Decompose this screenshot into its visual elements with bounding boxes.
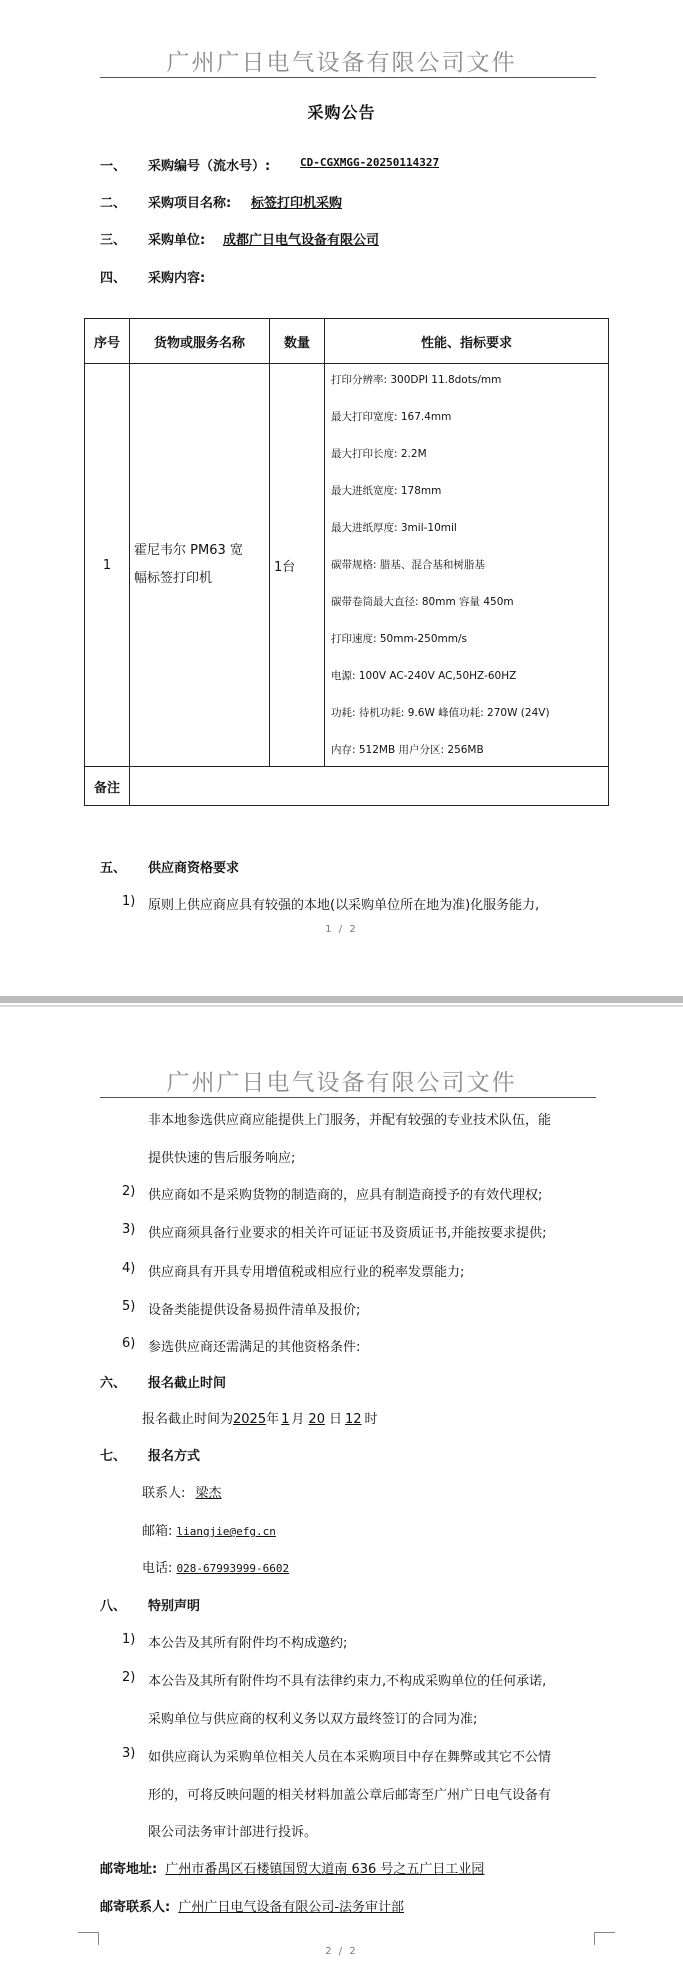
row-name-line: 霍尼韦尔 PM63 宽 [134,543,243,558]
list-number: 2) [122,1184,136,1199]
section-title: 报名截止时间 [148,1376,227,1391]
list-text: 设备类能提供设备易损件清单及报价; [148,1303,361,1318]
spec-line: 最大打印宽度: 167.4mm [331,411,452,423]
mail-contact-line [100,1896,404,1915]
letterhead: 广州广日电气设备有限公司文件 [166,50,517,76]
deadline-month: 1 [281,1412,290,1427]
deadline-year-unit: 年 [266,1412,280,1427]
list-number: 2) [122,1670,136,1685]
page-number: 1 / 2 [325,924,358,935]
list-text: 供应商具有开具专用增值税或相应行业的税率发票能力; [148,1265,465,1280]
declaration-item-1 [122,1632,348,1651]
mail-address-line [100,1858,484,1877]
spec-line: 功耗: 待机功耗: 9.6W 峰值功耗: 270W (24V) [331,707,550,719]
email-value[interactable]: liangjie@efg.cn [176,1525,276,1538]
row-name-line: 幅标签打印机 [134,571,213,586]
section-five-heading [100,857,240,876]
qualification-item-6 [122,1336,361,1355]
section-six-heading [100,1372,227,1391]
item-purchasing-unit [100,229,380,248]
section-number: 七、 [100,1449,127,1464]
letterhead: 广州广日电气设备有限公司文件 [166,1070,517,1096]
qualification-item-2 [122,1184,543,1203]
letterhead-rule [100,1097,596,1098]
list-text: 供应商如不是采购货物的制造商的，应具有制造商授予的有效代理权; [148,1188,543,1203]
section-title: 报名方式 [148,1449,201,1464]
list-text: 供应商须具备行业要求的相关许可证证书及资质证书,并能按要求提供; [148,1226,547,1241]
phone-label: 电话: [142,1561,173,1576]
item-project-name [100,192,343,211]
remark-label: 备注 [85,767,130,806]
list-text-continued: 限公司法务审计部进行投诉。 [148,1825,318,1840]
list-number: 1) [122,894,136,909]
table-header-row [85,319,609,364]
section-eight-heading [100,1595,201,1614]
row-index: 1 [85,364,130,767]
qualification-item-1 [122,894,540,913]
page-number: 2 / 2 [325,1946,358,1957]
list-text: 原则上供应商应具有较强的本地(以采购单位所在地为准)化服务能力, [148,898,540,913]
spec-line: 打印分辨率: 300DPI 11.8dots/mm [331,374,502,386]
qualification-item-3 [122,1222,547,1241]
item-label: 采购单位: [148,233,206,248]
email-label: 邮箱: [142,1524,173,1539]
section-title: 供应商资格要求 [148,861,240,876]
document-title: 采购公告 [307,103,376,122]
list-number: 3) [122,1746,136,1761]
page-separator-shadow [0,1005,683,1007]
deadline-month-unit: 月 [291,1412,305,1427]
item-number: 一、 [100,159,127,174]
item-number: 三、 [100,233,127,248]
item-label: 采购项目名称: [148,196,232,211]
requirements-table [84,318,609,806]
contact-label: 联系人: [142,1486,186,1501]
item-label: 采购内容: [148,271,206,286]
header-index: 序号 [85,319,130,364]
mail-contact-value: 广州广日电气设备有限公司-法务审计部 [178,1900,405,1915]
deadline-day: 20 [308,1412,325,1427]
deadline-year: 2025 [233,1412,267,1427]
email-line [142,1520,286,1539]
list-text: 本公告及其所有附件均不具有法律约束力,不构成采购单位的任何承诺, [148,1674,547,1689]
phone-value: 028-67993999-6602 [176,1562,290,1575]
qualification-item-5 [122,1299,361,1318]
purchasing-unit-value: 成都广日电气设备有限公司 [223,233,380,248]
crop-mark [78,1932,99,1945]
item-procurement-content [100,267,206,286]
spec-line: 内存: 512MB 用户分区: 256MB [331,744,484,756]
list-text: 参选供应商还需满足的其他资格条件: [148,1340,361,1355]
header-specs: 性能、指标要求 [325,319,609,364]
item-number: 二、 [100,196,127,211]
list-number: 5) [122,1299,136,1314]
letterhead-rule [100,77,596,78]
contact-line [142,1482,228,1501]
phone-line [142,1557,289,1576]
spec-line: 最大打印长度: 2.2M [331,448,427,460]
row-name [130,364,270,767]
list-number: 6) [122,1336,136,1351]
mail-contact-label: 邮寄联系人: [100,1900,171,1915]
deadline-day-unit: 日 [328,1412,342,1427]
item-procurement-number [100,155,440,174]
list-text-continued: 提供快速的售后服务响应; [148,1151,296,1166]
mail-address-label: 邮寄地址: [100,1862,158,1877]
declaration-item-2 [122,1670,547,1689]
list-text-continued: 非本地参选供应商应能提供上门服务，并配有较强的专业技术队伍，能 [148,1113,552,1128]
section-seven-heading [100,1445,201,1464]
remark-value [130,767,609,806]
deadline-hour-unit: 时 [364,1412,378,1427]
table-row [85,364,609,767]
deadline-hour: 12 [344,1412,362,1427]
list-text-continued: 采购单位与供应商的权利义务以双方最终签订的合同为准; [148,1712,478,1727]
section-number: 八、 [100,1599,127,1614]
page-separator [0,996,683,1003]
qualification-item-4 [122,1261,465,1280]
spec-line: 碳带规格: 腊基、混合基和树脂基 [331,559,485,571]
deadline-line [142,1408,378,1427]
list-text: 如供应商认为采购单位相关人员在本采购项目中存在舞弊或其它不公情 [148,1750,552,1765]
spec-line: 最大进纸宽度: 178mm [331,485,442,497]
list-number: 3) [122,1222,136,1237]
section-number: 五、 [100,861,127,876]
list-text-continued: 形的，可将反映问题的相关材料加盖公章后邮寄至广州广日电气设备有 [148,1788,552,1803]
list-text: 本公告及其所有附件均不构成邀约; [148,1636,348,1651]
item-number: 四、 [100,271,127,286]
header-quantity: 数量 [270,319,325,364]
crop-mark [594,1932,615,1945]
list-number: 1) [122,1632,136,1647]
declaration-item-3 [122,1746,552,1765]
spec-line: 最大进纸厚度: 3mil-10mil [331,522,457,534]
procurement-number-value: CD-CGXMGG-20250114327 [300,156,440,169]
spec-line: 打印速度: 50mm-250mm/s [331,633,467,645]
spec-line: 电源: 100V AC-240V AC,50HZ-60HZ [331,670,517,682]
item-label: 采购编号（流水号）: [148,159,271,174]
header-name: 货物或服务名称 [130,319,270,364]
mail-address-value: 广州市番禺区石楼镇国贸大道南 636 号之五广日工业园 [165,1862,485,1877]
row-quantity: 1台 [270,364,325,767]
section-title: 特别声明 [148,1599,201,1614]
contact-value: 梁杰 [195,1486,222,1501]
table-remark-row [85,767,609,806]
row-specs [325,364,609,767]
list-number: 4) [122,1261,136,1276]
spec-line: 碳带卷筒最大直径: 80mm 容量 450m [331,596,514,608]
project-name-value: 标签打印机采购 [251,196,343,211]
section-number: 六、 [100,1376,127,1391]
deadline-prefix: 报名截止时间为 [142,1412,234,1427]
